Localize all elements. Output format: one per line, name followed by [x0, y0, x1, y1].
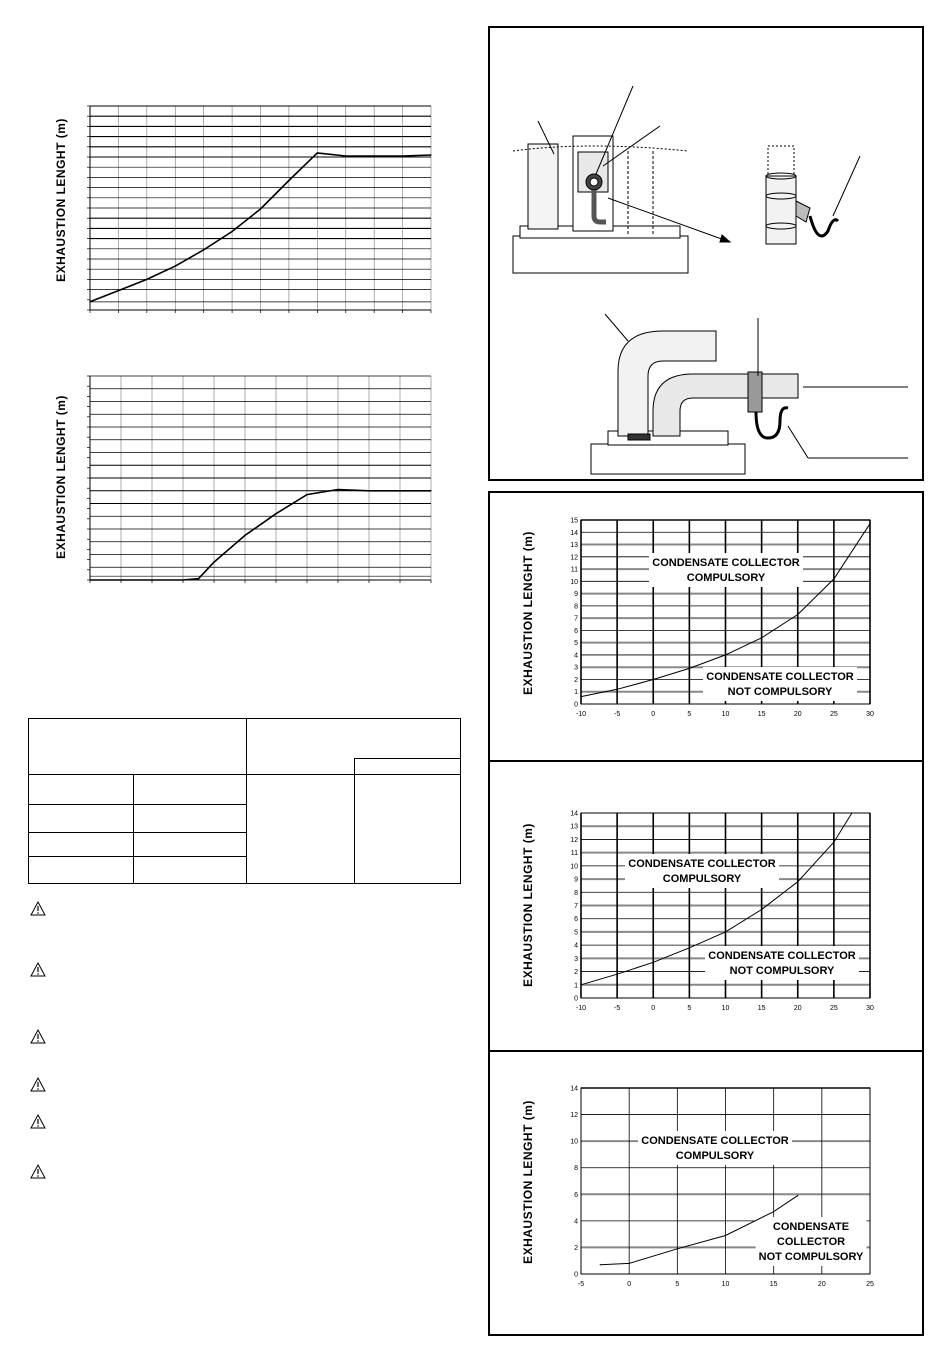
- y-tick-label: 9: [574, 591, 578, 599]
- y-tick-label: 13: [570, 542, 578, 550]
- x-tick-label: 20: [793, 1005, 802, 1012]
- annotation-text: CONDENSATE: [772, 1221, 850, 1233]
- x-tick-label: -5: [614, 711, 621, 718]
- y-axis-label-right-2: EXHAUSTION LENGHT (m): [521, 823, 535, 987]
- y-tick-label: 3: [574, 955, 578, 963]
- y-tick-label: 0: [574, 1271, 578, 1279]
- y-axis-label-left-top: EXHAUSTION LENGHT (m): [54, 118, 68, 282]
- data-point: [797, 1195, 798, 1196]
- y-tick-label: 8: [574, 603, 578, 611]
- y-tick-label: 5: [574, 929, 578, 937]
- y-tick-label: 7: [574, 615, 578, 623]
- y-tick-label: 15: [570, 517, 578, 525]
- y-tick-label: 14: [570, 810, 578, 818]
- annotation-text: NOT COMPULSORY: [727, 686, 833, 698]
- x-tick-label: 10: [721, 711, 730, 718]
- annotation-text: CONDENSATE COLLECTOR: [628, 858, 776, 870]
- annotation-text: CONDENSATE COLLECTOR: [706, 671, 854, 683]
- annotation-text: CONDENSATE COLLECTOR: [708, 950, 856, 962]
- x-tick-label: 10: [721, 1005, 730, 1012]
- annotation-text: COMPULSORY: [662, 873, 742, 885]
- y-tick-label: 11: [570, 566, 578, 574]
- x-tick-label: 0: [627, 1281, 632, 1288]
- x-tick-label: 30: [866, 711, 874, 718]
- x-tick-label: 5: [675, 1281, 680, 1288]
- x-tick-label: -5: [577, 1281, 585, 1288]
- annotation-text: COMPULSORY: [686, 572, 766, 584]
- x-tick-label: 0: [651, 1005, 656, 1012]
- annotation-text: NOT COMPULSORY: [729, 965, 835, 977]
- y-tick-label: 9: [574, 876, 578, 884]
- y-tick-label: 4: [574, 1218, 578, 1226]
- y-axis-label-right-3: EXHAUSTION LENGHT (m): [521, 1100, 535, 1264]
- x-tick-label: 25: [829, 1005, 838, 1012]
- annotation-text: NOT COMPULSORY: [758, 1251, 864, 1263]
- y-tick-label: 6: [574, 627, 578, 635]
- y-tick-label: 1: [574, 982, 578, 990]
- x-tick-label: 25: [829, 711, 838, 718]
- y-tick-label: 0: [574, 995, 578, 1003]
- annotation-text: CONDENSATE COLLECTOR: [652, 557, 800, 569]
- y-tick-label: 2: [574, 676, 578, 684]
- y-tick-label: 6: [574, 1191, 578, 1199]
- data-point: [773, 1211, 774, 1212]
- y-tick-label: 7: [574, 903, 578, 910]
- y-tick-label: 10: [570, 578, 578, 586]
- x-tick-label: -10: [575, 1005, 587, 1012]
- y-tick-label: 6: [574, 916, 578, 924]
- data-point: [600, 1264, 601, 1265]
- y-tick-label: 12: [570, 554, 578, 562]
- x-tick-label: 5: [687, 1005, 692, 1012]
- x-tick-label: 15: [769, 1281, 778, 1288]
- y-axis-label-right-1: EXHAUSTION LENGHT (m): [521, 531, 535, 695]
- y-tick-label: 2: [574, 969, 578, 977]
- y-tick-label: 5: [574, 640, 578, 648]
- y-tick-label: 4: [574, 652, 578, 660]
- y-tick-label: 1: [574, 689, 578, 697]
- annotation-text: COMPULSORY: [675, 1150, 755, 1162]
- annotation-text: CONDENSATE COLLECTOR: [641, 1135, 789, 1147]
- y-tick-label: 14: [570, 1085, 578, 1093]
- x-tick-label: 5: [687, 711, 692, 718]
- y-tick-label: 13: [570, 823, 578, 831]
- y-tick-label: 8: [574, 889, 578, 897]
- y-tick-label: 3: [574, 664, 578, 672]
- y-tick-label: 10: [570, 1138, 578, 1146]
- data-point: [677, 1248, 678, 1249]
- x-tick-label: 30: [866, 1005, 874, 1012]
- y-tick-label: 2: [574, 1244, 578, 1252]
- y-tick-label: 10: [570, 863, 578, 871]
- data-point: [629, 1263, 630, 1264]
- y-tick-label: 12: [570, 836, 578, 844]
- y-tick-label: 4: [574, 942, 578, 950]
- y-tick-label: 8: [574, 1165, 578, 1173]
- x-tick-label: 15: [757, 711, 766, 718]
- x-tick-label: -5: [614, 1005, 621, 1012]
- data-point: [725, 1235, 726, 1236]
- x-tick-label: 25: [866, 1281, 874, 1288]
- x-tick-label: 10: [721, 1281, 730, 1288]
- y-axis-label-left-bottom: EXHAUSTION LENGHT (m): [54, 395, 68, 559]
- y-tick-label: 12: [570, 1112, 578, 1120]
- x-tick-label: 20: [793, 711, 802, 718]
- annotation-text: COLLECTOR: [776, 1236, 846, 1248]
- x-tick-label: 20: [817, 1281, 826, 1288]
- y-tick-label: 0: [574, 701, 578, 709]
- y-tick-label: 11: [570, 850, 578, 858]
- y-tick-label: 14: [570, 529, 578, 537]
- x-tick-label: 0: [651, 711, 656, 718]
- x-tick-label: 15: [757, 1005, 766, 1012]
- x-tick-label: -10: [575, 711, 587, 718]
